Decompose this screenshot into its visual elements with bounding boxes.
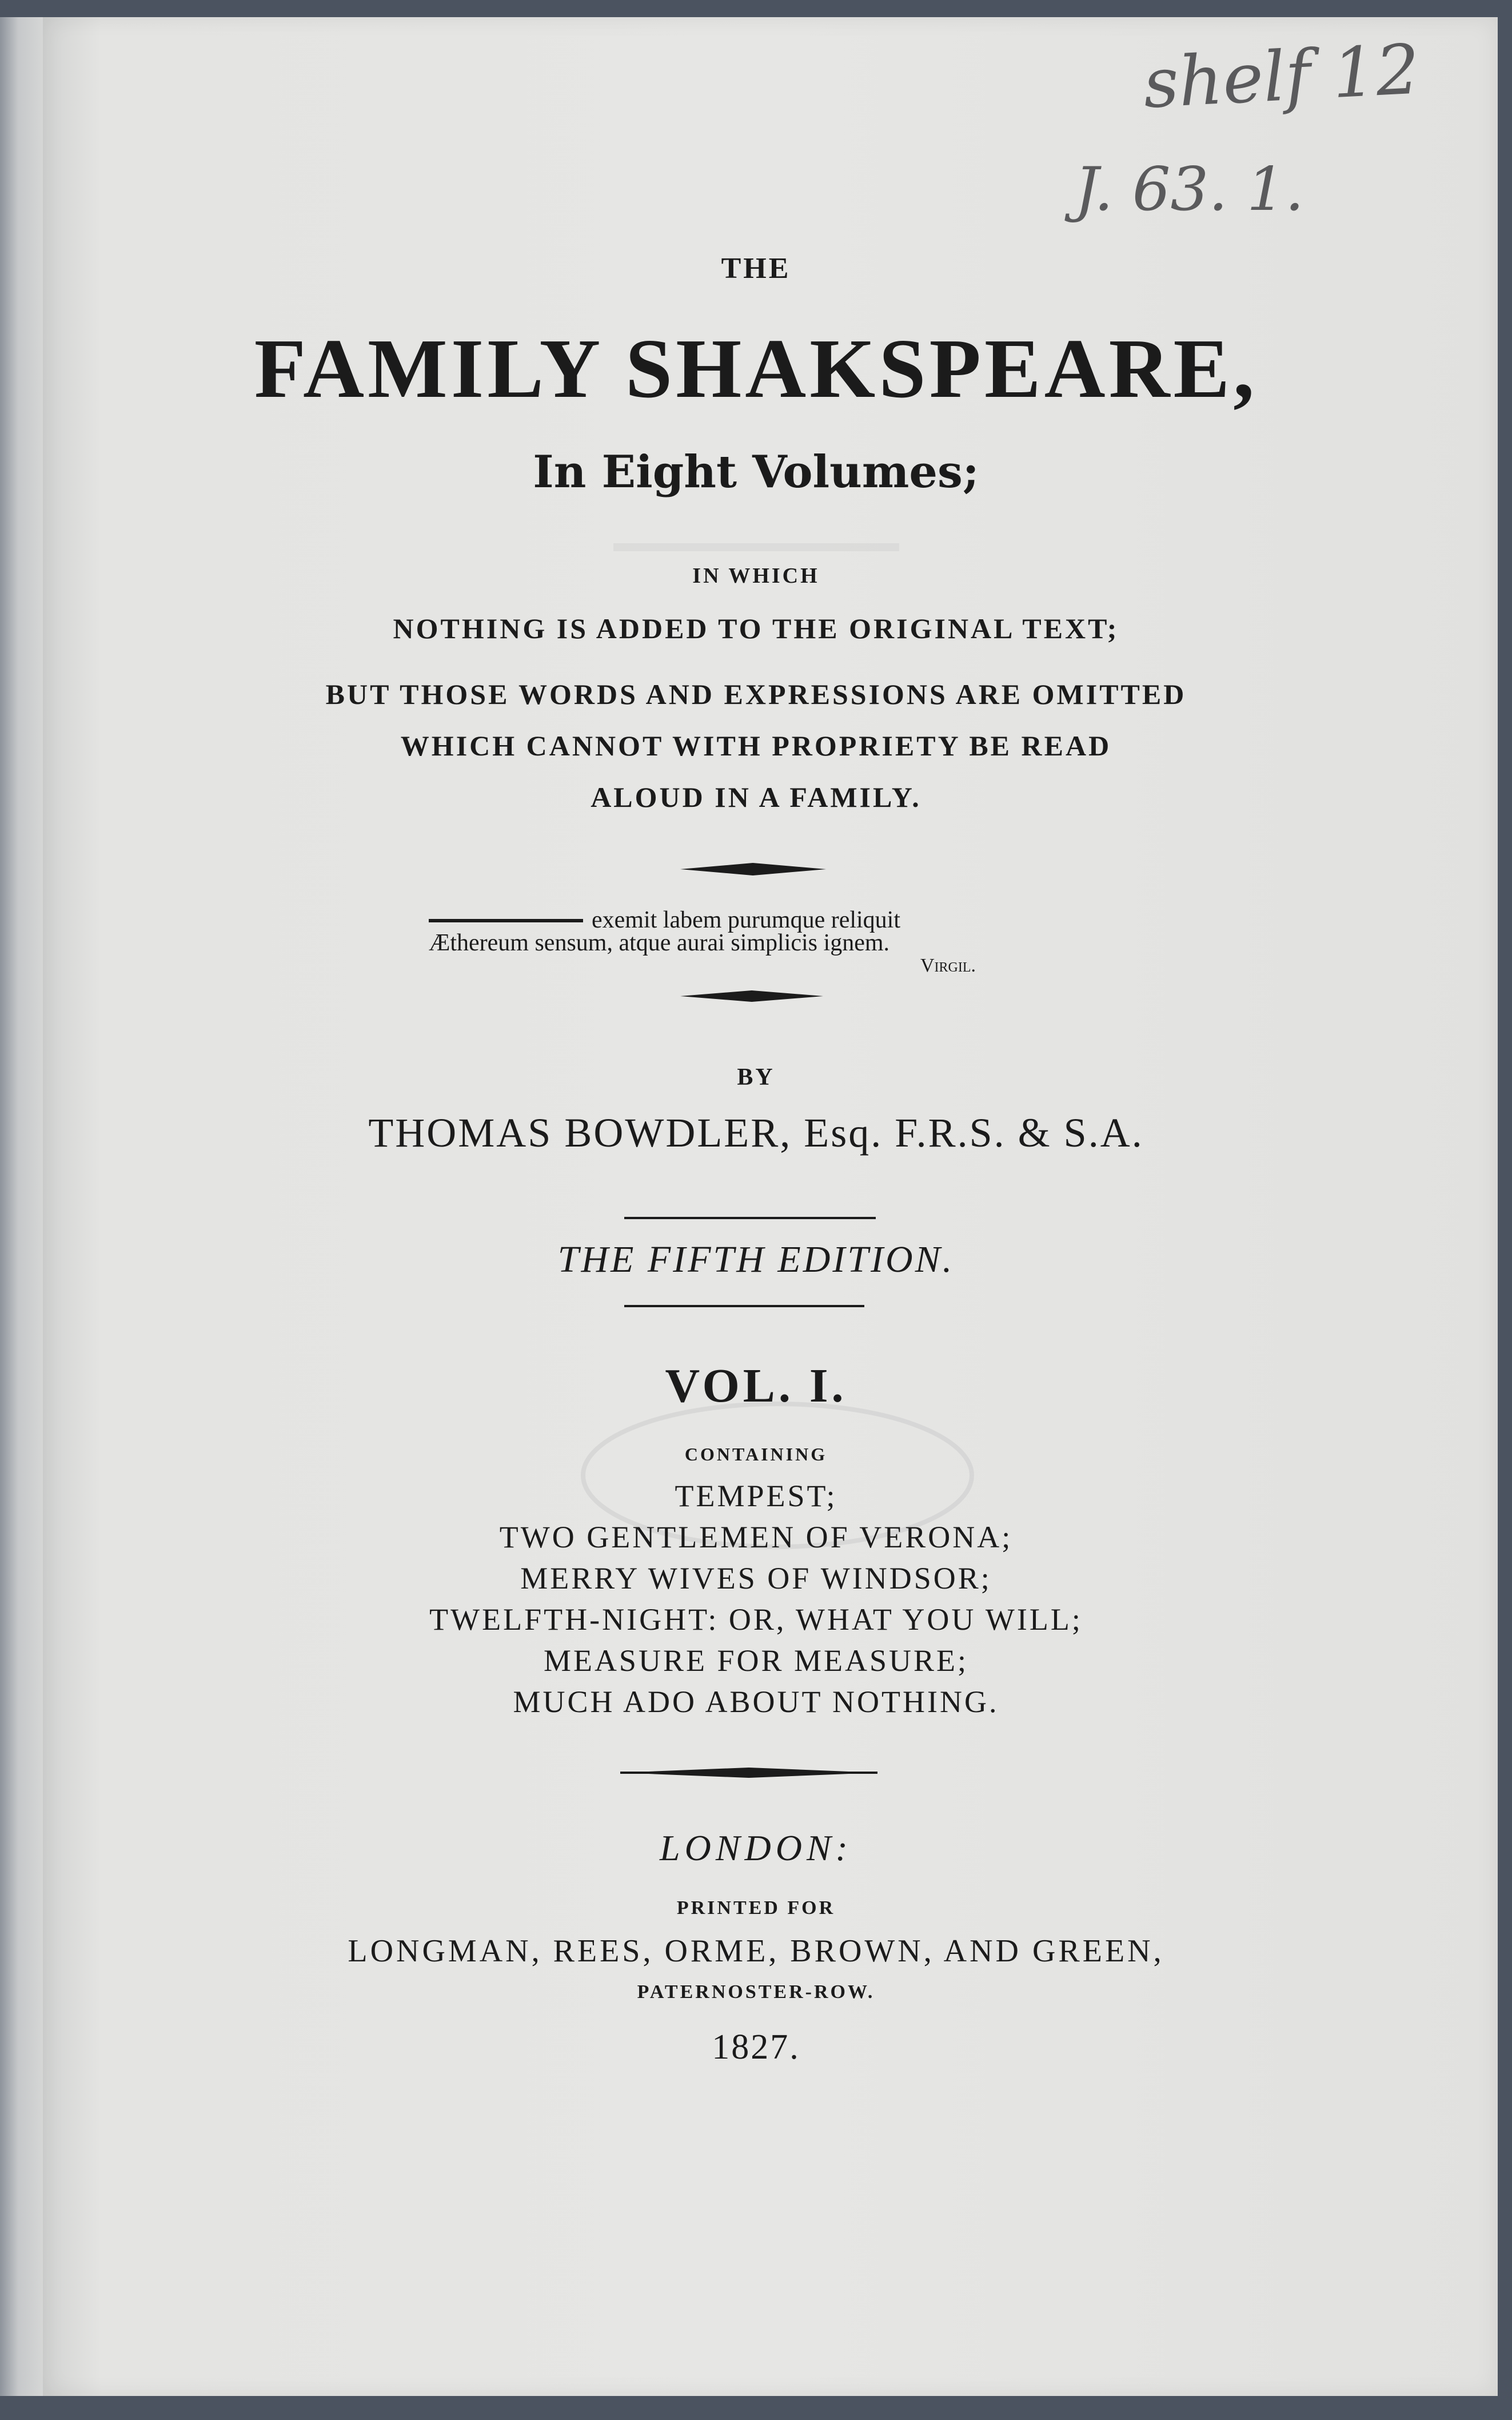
- volume-label: VOL. I.: [665, 1359, 847, 1412]
- play-6: MUCH ADO ABOUT NOTHING.: [513, 1685, 999, 1719]
- imprint-address: PATERNOSTER-ROW.: [637, 1981, 875, 2003]
- description-line-1: NOTHING IS ADDED TO THE ORIGINAL TEXT;: [393, 612, 1119, 644]
- epigraph-line-2: Æthereum sensum, atque aurai simplicis ignem.: [429, 930, 889, 956]
- imprint-city: LONDON:: [660, 1828, 852, 1868]
- play-1: TEMPEST;: [675, 1479, 837, 1513]
- ornamental-rule-1: [680, 861, 826, 878]
- ornamental-rule-2: [680, 988, 823, 1005]
- description-line-4: ALOUD IN A FAMILY.: [591, 781, 921, 813]
- play-5: MEASURE FOR MEASURE;: [543, 1643, 969, 1678]
- epigraph-attribution: Virgil.: [920, 955, 976, 976]
- show-through-ornament: [0, 532, 1512, 566]
- by-label: BY: [737, 1064, 775, 1090]
- handwritten-call-number: J. 63. 1.: [1075, 154, 1304, 224]
- containing-label: CONTAINING: [684, 1444, 828, 1464]
- show-through-shape: [585, 532, 928, 566]
- printed-for-label: PRINTED FOR: [676, 1897, 836, 1919]
- handwritten-shelf-note: shelf 12: [1141, 30, 1422, 124]
- page-title: FAMILY SHAKSPEARE,: [254, 322, 1258, 416]
- play-2: TWO GENTLEMEN OF VERONA;: [499, 1520, 1013, 1554]
- author-name: THOMAS BOWDLER, Esq. F.R.S. & S.A.: [368, 1110, 1144, 1156]
- play-4: TWELFTH-NIGHT: OR, WHAT YOU WILL;: [429, 1602, 1083, 1637]
- epigraph-line-1: exemit labem purumque reliquit: [592, 907, 901, 933]
- description-line-3: WHICH CANNOT WITH PROPRIETY BE READ: [400, 730, 1112, 762]
- imprint-year: 1827.: [712, 2028, 800, 2067]
- play-3: MERRY WIVES OF WINDSOR;: [520, 1561, 992, 1595]
- volumes-note: In Eight Volumes;: [533, 446, 979, 498]
- publishers: LONGMAN, REES, ORME, BROWN, AND GREEN,: [348, 1933, 1164, 1969]
- edition-label: THE FIFTH EDITION.: [557, 1239, 955, 1280]
- epigraph-dash: [429, 919, 583, 922]
- edition-rule-top: [624, 1217, 876, 1219]
- in-which-label: IN WHICH: [692, 564, 820, 588]
- title-the: THE: [721, 252, 791, 285]
- description-line-2: BUT THOSE WORDS AND EXPRESSIONS ARE OMITTED: [325, 678, 1187, 710]
- ornamental-rule-3: [620, 1764, 877, 1781]
- edition-rule-bottom: [624, 1305, 864, 1307]
